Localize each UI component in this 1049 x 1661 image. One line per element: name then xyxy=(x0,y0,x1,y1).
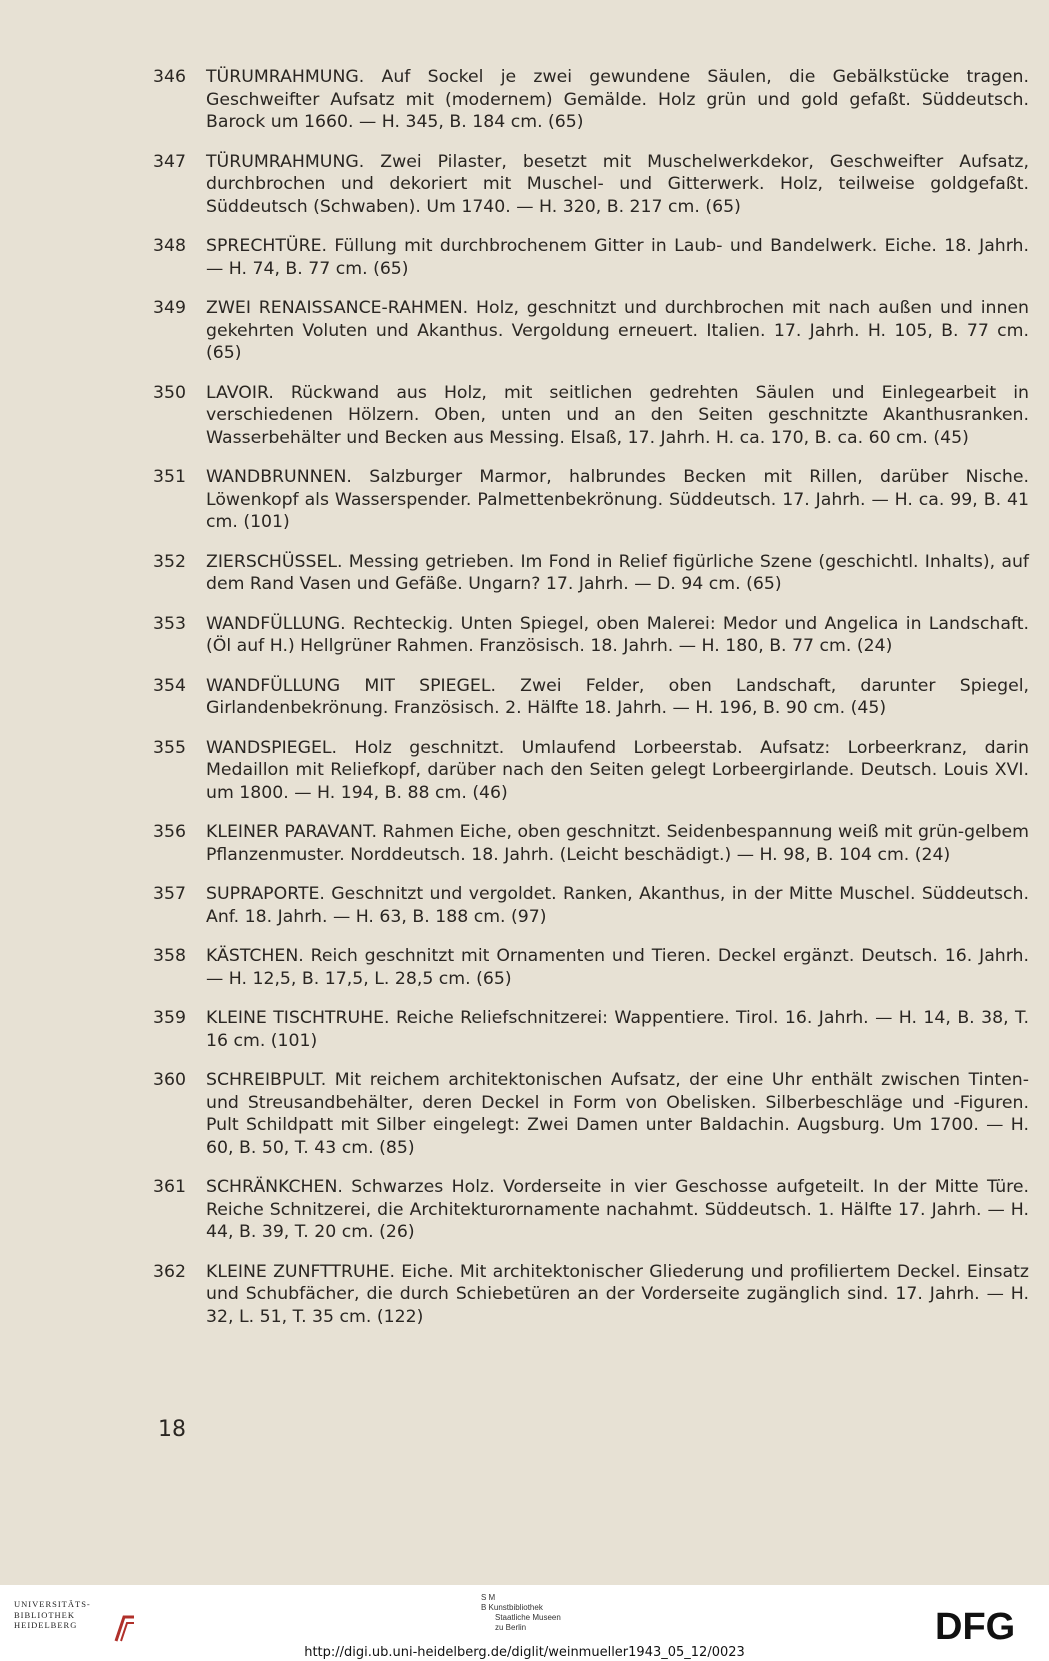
library-mark-icon xyxy=(112,1613,138,1645)
entry-number: 362 xyxy=(153,1261,186,1282)
smb-line-3: Staatliche Museen xyxy=(495,1613,561,1622)
catalog-entry xyxy=(153,66,1029,134)
entry-number: 359 xyxy=(153,1008,186,1028)
library-line-3: HEIDELBERG xyxy=(14,1620,78,1630)
page-number: 18 xyxy=(158,1417,186,1442)
catalog-entries xyxy=(153,66,1029,1345)
entry-text: KÄSTCHEN. Reich geschnitzt mit Ornamenten und Tieren. Deckel ergänzt. Deutsch. 16. Jahrh. — H. 12,5, B. 17,5, L. 28,5 cm. (65) xyxy=(206,946,1029,989)
entry-number: 356 xyxy=(153,822,186,842)
catalog-entry xyxy=(153,551,1029,596)
catalog-entry xyxy=(153,466,1029,534)
catalog-entry xyxy=(153,675,1029,720)
entry-number: 352 xyxy=(153,551,186,572)
permalink-url[interactable]: http://digi.ub.uni-heidelberg.de/diglit/weinmueller1943_05_12/0023 xyxy=(304,1645,745,1660)
entry-text: TÜRUMRAHMUNG. Zwei Pilaster, besetzt mit Muschelwerkdekor, Geschweifter Aufsatz, durchbrochen und dekoriert mit Muschel- und Gitterwerk. Holz, teilweise goldgefaßt. Süddeutsch (Schwaben). Um 1740. — H. 320, B. 217 cm. (65) xyxy=(206,151,1029,217)
library-line-1: UNIVERSITÄTS- xyxy=(14,1599,91,1609)
entry-number: 348 xyxy=(153,236,186,256)
entry-number: 358 xyxy=(153,946,186,966)
entry-text: TÜRUMRAHMUNG. Auf Sockel je zwei gewundene Säulen, die Gebälkstücke tragen. Geschweifter Aufsatz mit (modernem) Gemälde. Holz grün und gold gefaßt. Süddeutsch. Barock um 1660. — H. 345, B. 184 cm. (65) xyxy=(206,67,1029,132)
catalog-entry xyxy=(153,382,1029,450)
catalog-entry xyxy=(153,1176,1029,1244)
catalog-entry xyxy=(153,297,1029,365)
smb-line-4: zu Berlin xyxy=(495,1623,527,1632)
entry-number: 361 xyxy=(153,1177,186,1197)
smb-line-1: S M xyxy=(481,1593,496,1602)
entry-text: SCHRÄNKCHEN. Schwarzes Holz. Vorderseite in vier Geschosse aufgeteilt. In der Mitte Türe. Reiche Schnitzerei, die Architekturornamente nachahmt. Süddeutsch. 1. Hälfte 17. Jahrh. — H. 44, B. 39, T. 20 cm. (26) xyxy=(206,1177,1029,1242)
entry-text: SPRECHTÜRE. Füllung mit durchbrochenem Gitter in Laub- und Bandelwerk. Eiche. 18. Jahrh. — H. 74, B. 77 cm. (65) xyxy=(206,236,1029,279)
entry-number: 351 xyxy=(153,467,186,487)
dfg-logo[interactable] xyxy=(935,1607,1033,1643)
catalog-entry xyxy=(153,1007,1029,1052)
catalog-entry xyxy=(153,1069,1029,1159)
entry-number: 353 xyxy=(153,613,186,634)
entry-text: SCHREIBPULT. Mit reichem architektonischen Aufsatz, der eine Uhr enthält zwischen Tinten- und Streusandbehälter, deren Deckel in Form von Obelisken. Silberbeschläge und -Figuren. Pult Schildpatt mit Silber eingelegt: Zwei Damen unter Baldachin. Augsburg. Um 1700. — H. 60, B. 50, T. 43 cm. (85) xyxy=(206,1070,1029,1158)
catalog-entry xyxy=(153,883,1029,928)
entry-number: 346 xyxy=(153,67,186,87)
catalog-entry xyxy=(153,945,1029,990)
university-library-logo[interactable] xyxy=(14,1599,126,1639)
entry-text: SUPRAPORTE. Geschnitzt und vergoldet. Ranken, Akanthus, in der Mitte Muschel. Süddeutsch. Anf. 18. Jahrh. — H. 63, B. 188 cm. (97) xyxy=(206,884,1029,927)
entry-text: WANDFÜLLUNG MIT SPIEGEL. Zwei Felder, oben Landschaft, darunter Spiegel, Girlandenbekrönung. Französisch. 2. Hälfte 18. Jahrh. — H. 196, B. 90 cm. (45) xyxy=(206,675,1029,718)
entry-number: 360 xyxy=(153,1070,186,1090)
library-line-2: BIBLIOTHEK xyxy=(14,1609,75,1620)
entry-text: KLEINE TISCHTRUHE. Reiche Reliefschnitzerei: Wappentiere. Tirol. 16. Jahrh. — H. 14, B. 38, T. 16 cm. (101) xyxy=(206,1008,1029,1051)
smb-logo[interactable] xyxy=(481,1593,621,1633)
dfg-text: DFG xyxy=(935,1607,1016,1643)
entry-text: ZWEI RENAISSANCE-RAHMEN. Holz, geschnitzt und durchbrochen mit nach außen und innen gekehrten Voluten und Akanthus. Vergoldung erneuert. Italien. 17. Jahrh. H. 105, B. 77 cm. (65) xyxy=(206,298,1029,363)
entry-number: 347 xyxy=(153,151,186,172)
catalog-entry xyxy=(153,235,1029,280)
catalog-entry xyxy=(153,737,1029,805)
entry-text: KLEINER PARAVANT. Rahmen Eiche, oben geschnitzt. Seidenbespannung weiß mit grün-gelbem Pflanzenmuster. Norddeutsch. 18. Jahrh. (Leicht beschädigt.) — H. 98, B. 104 cm. (24) xyxy=(206,822,1029,865)
entry-text: WANDBRUNNEN. Salzburger Marmor, halbrundes Becken mit Rillen, darüber Nische. Löwenkopf als Wasserspender. Palmettenbekrönung. Süddeutsch. 17. Jahrh. — H. ca. 99, B. 41 cm. (101) xyxy=(206,467,1029,532)
catalog-entry xyxy=(153,821,1029,866)
entry-text: LAVOIR. Rückwand aus Holz, mit seitlichen gedrehten Säulen und Einlegearbeit in verschiedenen Hölzern. Oben, unten und an den Seiten geschnitzte Akanthusranken. Wasserbehälter und Becken aus Messing. Elsaß, 17. Jahrh. H. ca. 170, B. ca. 60 cm. (45) xyxy=(206,382,1029,448)
entry-text: WANDFÜLLUNG. Rechteckig. Unten Spiegel, oben Malerei: Medor und Angelica in Landschaft. (Öl auf H.) Hellgrüner Rahmen. Französisch. 18. Jahrh. — H. 180, B. 77 cm. (24) xyxy=(206,613,1029,656)
catalog-entry xyxy=(153,613,1029,658)
footer-bar xyxy=(0,1585,1049,1661)
catalog-entry xyxy=(153,151,1029,219)
entry-number: 354 xyxy=(153,675,186,696)
catalog-entry xyxy=(153,1261,1029,1329)
entry-number: 355 xyxy=(153,737,186,758)
entry-number: 349 xyxy=(153,298,186,318)
entry-text: KLEINE ZUNFTTRUHE. Eiche. Mit architektonischer Gliederung und profiliertem Deckel. Einsatz und Schubfächer, die durch Schiebetüren an der Vorderseite zugänglich sind. 17. Jahrh. — H. 32, L. 51, T. 35 cm. (122) xyxy=(206,1261,1029,1327)
library-name xyxy=(14,1599,126,1631)
smb-line-2: B Kunstbibliothek xyxy=(481,1603,543,1612)
entry-number: 357 xyxy=(153,884,186,904)
entry-number: 350 xyxy=(153,382,186,403)
entry-text: ZIERSCHÜSSEL. Messing getrieben. Im Fond in Relief figürliche Szene (geschichtl. Inhalts), auf dem Rand Vasen und Gefäße. Ungarn? 17. Jahrh. — D. 94 cm. (65) xyxy=(206,551,1029,594)
entry-text: WANDSPIEGEL. Holz geschnitzt. Umlaufend Lorbeerstab. Aufsatz: Lorbeerkranz, darin Medaillon mit Reliefkopf, darüber nach den Seiten gelegt Lorbeergirlande. Deutsch. Louis XVI. um 1800. — H. 194, B. 88 cm. (46) xyxy=(206,737,1029,803)
